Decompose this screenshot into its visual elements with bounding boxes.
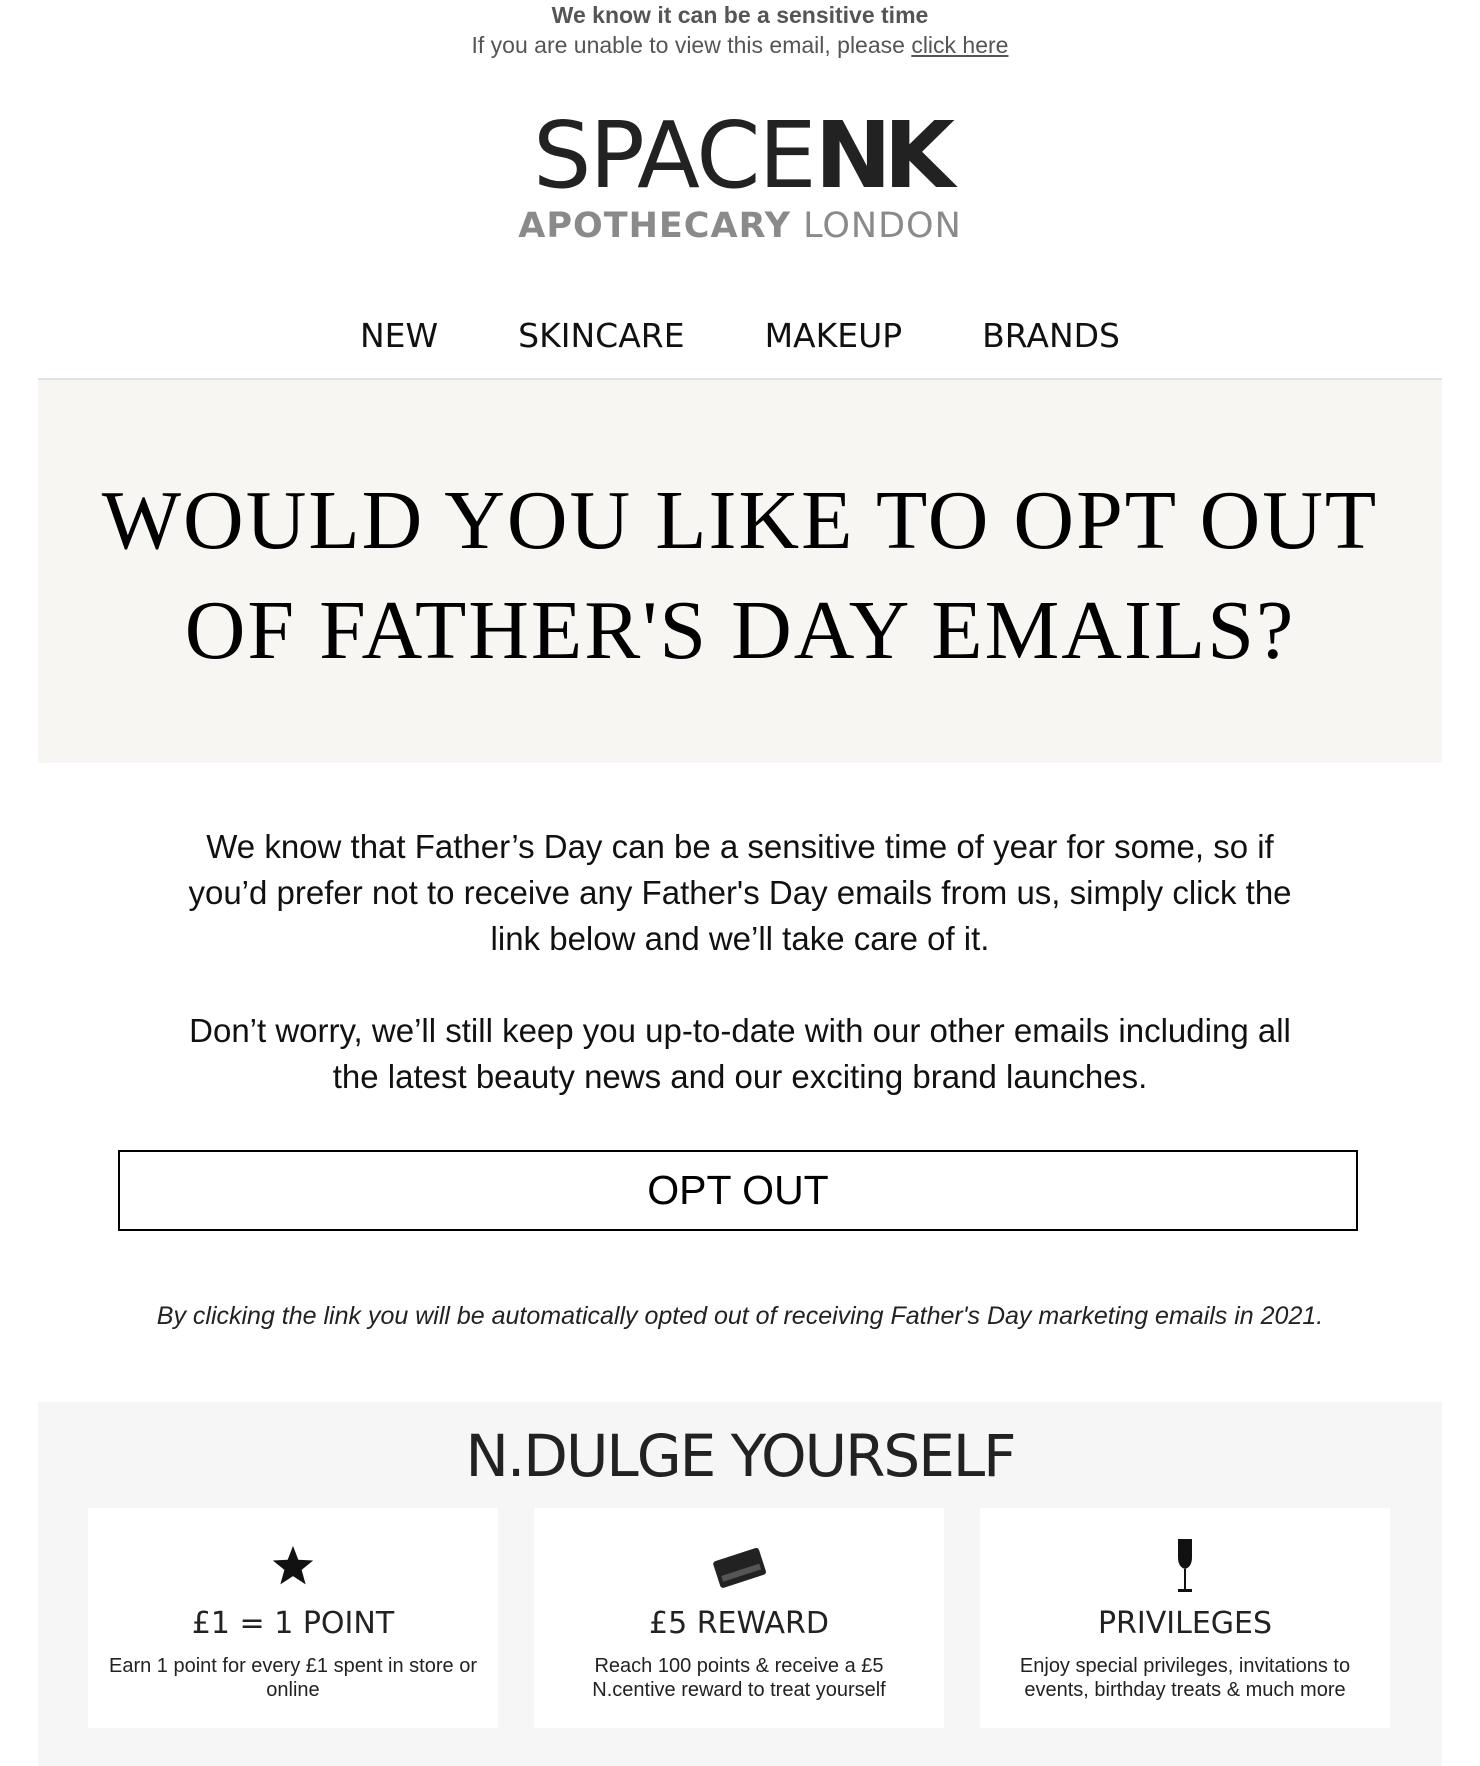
hero-banner xyxy=(38,380,1442,763)
wine-glass-icon xyxy=(980,1536,1390,1596)
opt-out-button[interactable]: OPT OUT xyxy=(118,1150,1358,1231)
benefit-card-title: £5 REWARD xyxy=(649,1606,829,1641)
benefit-card-privileges[interactable] xyxy=(980,1508,1390,1728)
nav-item-brands[interactable]: BRANDS xyxy=(982,316,1121,355)
hero-title xyxy=(38,466,1442,686)
benefit-card-title: PRIVILEGES xyxy=(1097,1606,1273,1641)
body-paragraph-2: Don’t worry, we’ll still keep you up-to-date with our other emails including all the latest beauty news and our exciting brand launches. xyxy=(189,1012,1291,1095)
ndulge-title: N.DULGE YOURSELF xyxy=(465,1422,1015,1490)
logo-london: LONDON xyxy=(790,206,962,246)
logo-wordmark xyxy=(0,102,1480,209)
hero-title-line-1: WOULD YOU LIKE TO OPT OUT xyxy=(101,474,1379,567)
main-nav xyxy=(0,316,1480,355)
view-online-link[interactable]: click here xyxy=(911,32,1009,58)
body-paragraph-1: We know that Father’s Day can be a sensitive time of year for some, so if you’d prefer not to receive any Father's Day emails from us, simply click the link below and we’ll take care of it. xyxy=(188,828,1292,957)
preheader-title: We know it can be a sensitive time xyxy=(551,2,929,28)
nav-item-skincare[interactable]: SKINCARE xyxy=(518,316,685,355)
nav-item-new[interactable]: NEW xyxy=(359,316,439,355)
logo-space: SPACE xyxy=(533,102,815,209)
card-icon xyxy=(534,1536,944,1596)
logo-apothecary: APOTHECARY xyxy=(518,206,791,246)
logo-tagline xyxy=(0,206,1480,246)
star-icon xyxy=(88,1536,498,1596)
logo-nk: NK xyxy=(814,102,947,209)
preheader-view-line xyxy=(0,32,1480,59)
ndulge-section xyxy=(38,1402,1442,1766)
benefit-card-title: £1 = 1 POINT xyxy=(191,1606,395,1641)
brand-logo[interactable] xyxy=(0,102,1480,246)
benefit-card-desc: Enjoy special privileges, invitations to events, birthday treats & much more xyxy=(1019,1655,1351,1701)
preheader-view-text: If you are unable to view this email, please xyxy=(471,32,912,58)
benefit-card-reward[interactable] xyxy=(534,1508,944,1728)
disclaimer-text: By clicking the link you will be automatically opted out of receiving Father's Day marketing emails in 2021. xyxy=(156,1302,1324,1330)
benefit-card-desc: Reach 100 points & receive a £5 N.centive reward to treat yourself xyxy=(592,1655,886,1701)
benefit-card-points[interactable] xyxy=(88,1508,498,1728)
hero-title-line-2: OF FATHER'S DAY EMAILS? xyxy=(184,584,1296,677)
benefit-card-desc: Earn 1 point for every £1 spent in store or online xyxy=(109,1655,477,1701)
nav-item-makeup[interactable]: MAKEUP xyxy=(764,316,903,355)
